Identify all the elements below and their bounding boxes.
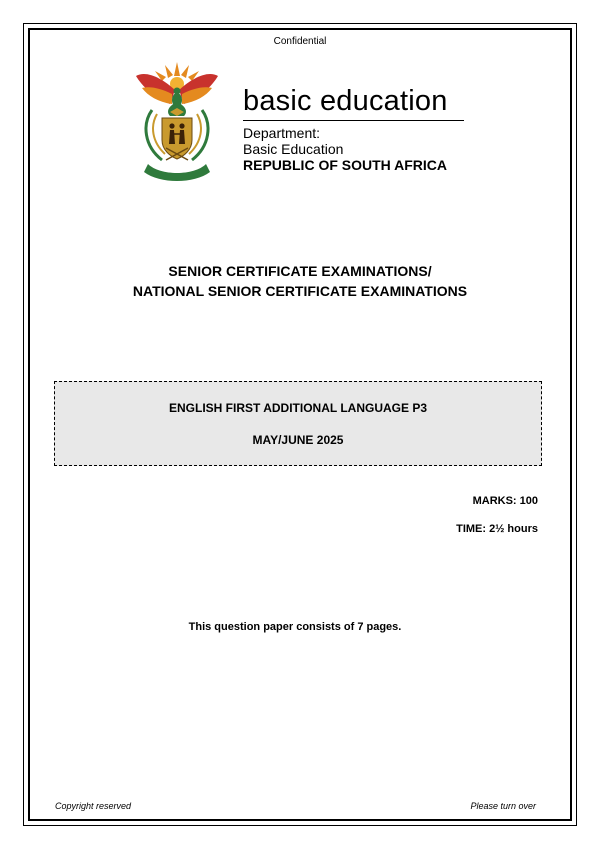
exam-title-line-2: NATIONAL SENIOR CERTIFICATE EXAMINATIONS <box>132 283 468 299</box>
total-marks: MARKS: 100 <box>472 495 538 507</box>
brand-underline <box>243 120 464 121</box>
exam-duration: TIME: 2½ hours <box>456 523 538 535</box>
exam-title-line-1: SENIOR CERTIFICATE EXAMINATIONS/ <box>168 263 432 279</box>
department-label: Department: <box>243 125 321 141</box>
department-name: Basic Education <box>243 141 344 157</box>
subject-title: ENGLISH FIRST ADDITIONAL LANGUAGE P3 <box>168 401 427 415</box>
footer-turn-over: Please turn over <box>470 801 536 811</box>
country-name: REPUBLIC OF SOUTH AFRICA <box>243 157 448 173</box>
page-count-note: This question paper consists of 7 pages. <box>188 621 402 633</box>
department-branding <box>243 84 464 173</box>
exam-title <box>0 261 600 301</box>
subject-box <box>54 381 542 466</box>
exam-session: MAY/JUNE 2025 <box>252 433 344 447</box>
coat-of-arms-icon <box>130 60 224 184</box>
footer-copyright: Copyright reserved <box>55 801 132 811</box>
confidential-label: Confidential <box>273 36 327 47</box>
brand-name: basic education <box>243 85 448 117</box>
